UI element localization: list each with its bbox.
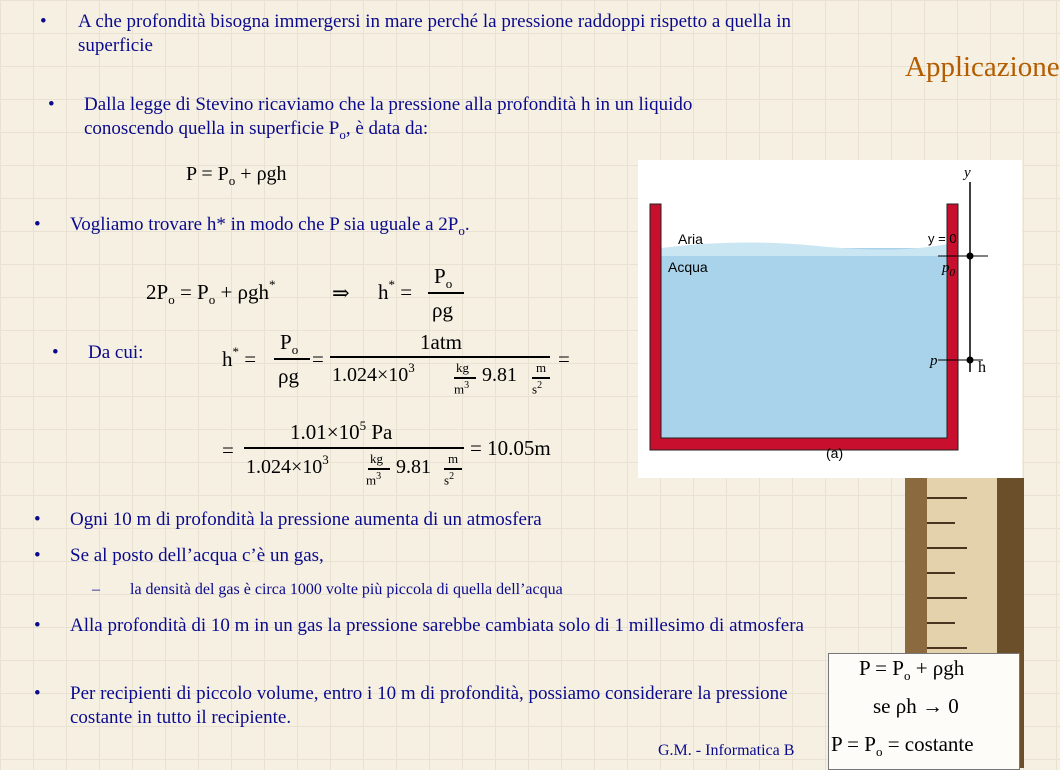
dash-glyph: – [92, 581, 100, 598]
po-numerator: $P_o$ [280, 330, 299, 357]
bullet-glyph: • [48, 94, 55, 115]
sub-bullet-gas-density: la densità del gas è circa 1000 volte più piccola di quella dell’acqua [130, 581, 563, 598]
equals-sign: = [222, 438, 234, 462]
y-zero-label: y = 0 [928, 231, 957, 246]
den-number: 1.024×10 [332, 364, 409, 386]
hstar-lhs: h* = [378, 277, 413, 304]
bullet-small-volume: Per recipienti di piccolo volume, entro i 10 m di profondità, possiamo considerare la pressione costante in tutto il recipiente. [70, 683, 788, 728]
bullet-gas: Se al posto dell’acqua c’è un gas, [70, 545, 324, 566]
summary-box [828, 653, 1020, 770]
unit-s2: $s^2$ [444, 471, 455, 488]
equals-sign: = [312, 347, 324, 371]
bullet-da-cui: Da cui: [88, 342, 144, 363]
fraction-bar [330, 356, 550, 358]
unit-m: m [536, 360, 547, 375]
summary-line-3: $P = P_o$ = costante [831, 732, 974, 759]
hstar-denominator: ρg [432, 298, 453, 322]
axis-y-label: y [964, 165, 971, 181]
fraction-bar [274, 358, 310, 360]
slide-title: Applicazione [905, 51, 1060, 83]
unit-s2: $s^2$ [532, 380, 543, 397]
bullet-stevino-tail: , è data da: [345, 118, 429, 139]
water-region [661, 248, 947, 438]
bullet-find-h [70, 213, 600, 243]
bullet-glyph: • [34, 683, 41, 704]
atm-numerator: 1atm [420, 330, 462, 354]
unit-m3: $m^3$ [454, 380, 470, 397]
unit-m3: $m^3$ [366, 471, 382, 488]
h-label: h [978, 359, 986, 376]
denominator-2: $1.024\times 10^3$ [246, 452, 329, 478]
diagram-caption: (a) [826, 445, 844, 461]
denominator-1 [332, 360, 415, 387]
bullet-find-h-text: Vogliamo trovare h* in modo che P sia uguale a 2P [70, 214, 459, 235]
bullet-glyph: • [34, 545, 41, 566]
bullet-depth-question: A che profondità bisogna immergersi in mare perché la pressione raddoppi rispetto a quella in superficie [78, 11, 791, 56]
bullet-glyph: • [34, 214, 41, 235]
gravity-value: 9.81 [396, 456, 431, 478]
implies-symbol: ⇒ [332, 281, 350, 305]
unit-bar [454, 377, 476, 379]
p-label: p [930, 353, 938, 369]
footer: G.M. - Informatica B [658, 742, 795, 759]
equals-sign: = [558, 347, 570, 371]
rho-g-denominator: ρg [278, 364, 299, 388]
bullet-glyph: • [34, 509, 41, 530]
label-water: Acqua [668, 259, 708, 275]
pressure-diagram [638, 160, 1022, 478]
unit-bar [368, 468, 390, 470]
subscript-o: o [339, 126, 346, 142]
hstar-lhs-2: h* = [222, 344, 257, 371]
numerator-2: $1.01\times 10^5$ Pa [290, 418, 393, 444]
bullet-gas-depth: Alla profondità di 10 m in un gas la pressione sarebbe cambiata solo di 1 millesimo di atmosfera [70, 615, 804, 636]
subscript-o: o [458, 222, 465, 238]
label-air: Aria [678, 231, 703, 247]
bullet-stevino [84, 93, 764, 147]
den-exponent: 3 [408, 360, 415, 375]
bullet-stevino-text: Dalla legge di Stevino ricaviamo che la pressione alla profondità h in un liquido conoscendo quella in superficie P [84, 94, 693, 139]
unit-bar [532, 377, 550, 379]
bullet-find-h-tail: . [464, 214, 470, 235]
unit-kg: kg [370, 451, 383, 466]
gravity-value: 9.81 [482, 364, 517, 386]
bullet-glyph: • [34, 615, 41, 636]
unit-m: m [448, 451, 459, 466]
unit-bar [444, 468, 462, 470]
summary-line-2: se ρh → 0 [873, 694, 959, 718]
unit-kg: kg [456, 360, 469, 375]
bullet-glyph: • [40, 11, 47, 32]
hstar-numerator: $P_o$ [434, 264, 453, 291]
summary-line-1: $P = P_o + \rho gh$ [859, 656, 965, 683]
condition-equation: $2P_o = P_o + \rho gh^*$ [146, 277, 276, 307]
bullet-10m: Ogni 10 m di profondità la pressione aumenta di un atmosfera [70, 509, 542, 530]
fraction-bar [244, 447, 464, 449]
result-value: = 10.05m [470, 436, 551, 460]
stevino-equation: $P = P_o + \rho gh$ [186, 163, 287, 188]
p0-label: $p_0$ [942, 260, 955, 279]
fraction-bar [428, 292, 464, 294]
bullet-glyph: • [52, 342, 59, 363]
